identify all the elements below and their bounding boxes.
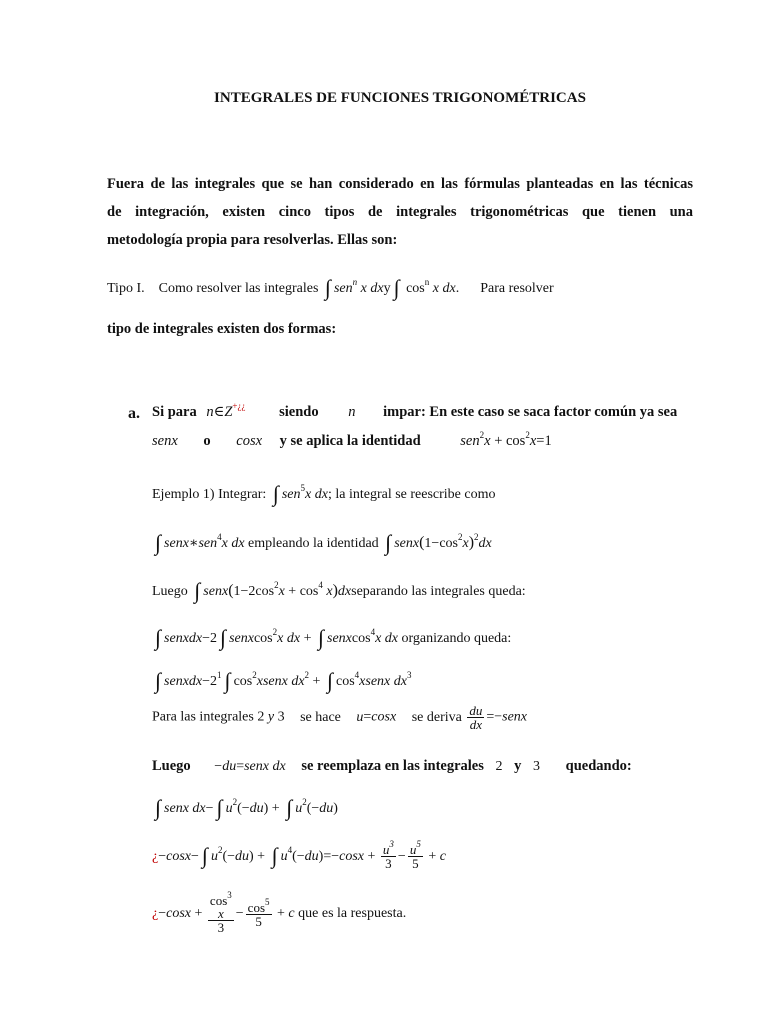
- tipo1-text: Como resolver las integrales: [158, 281, 319, 296]
- siendo: siendo: [279, 404, 319, 420]
- intro-line-1: Fuera de las integrales que se han considerado en las fórmulas planteadas en las técnicas: [107, 176, 693, 192]
- o: o: [203, 433, 211, 449]
- respuesta: que es la respuesta.: [298, 906, 407, 922]
- se-hace: se hace: [300, 709, 341, 725]
- ejemplo-line: Ejemplo 1) Integrar: ∫ sen$^5$x dx; la integral se reescribe como: [152, 481, 496, 506]
- si-para: Si para: [152, 404, 197, 420]
- eq-line-3: ∫ senxdx−2 ∫ senxcos$^2$x dx + ∫ senxcos$^4$x dx organizando queda:: [155, 625, 512, 650]
- item-a-line-1: Si para n∈Z+¿¿ siendo n impar: En este caso se saca factor común ya sea: [152, 401, 678, 420]
- reescribe: ; la integral se reescribe como: [327, 487, 496, 502]
- tipo1-para: Para resolver: [480, 281, 554, 296]
- eq-line-4: ∫ $senxdx-2^1$ ∫ $\cos^2xsenx$ $dx^2$ + ∫ $\cos^4xsenx$ $dx^3$: [155, 668, 412, 693]
- luego-b: Luego: [152, 758, 191, 774]
- luego: Luego: [152, 584, 188, 599]
- eq-line-2: Luego ∫ $senx(1-2\cos^2x + \cos^4$ x)dxseparando las integrales queda:: [152, 578, 526, 603]
- integral-symbol: ∫: [324, 275, 331, 300]
- tipo1-line: Tipo I. Como resolver las integrales ∫ sen$^n$ x dxy ∫ $\cos^n x$ dx. Para resolver: [107, 275, 554, 300]
- quedando: quedando:: [565, 758, 632, 774]
- eq-line-8: ¿−cosx− ∫ $u^2(-du)$ + ∫ $u^4(-du)=-\cos x$ + $\frac{u^3}{3}$ − $\frac{u^5}{5}$ + c: [152, 839, 446, 872]
- para-las: Para las integrales: [152, 709, 254, 725]
- se-deriva: se deriva: [411, 709, 462, 725]
- intro-line-2: de integración, existen cinco tipos de integrales trigonométricas que tienen una: [107, 204, 693, 220]
- identidad: $sen^2x + \cos^2x=1$: [460, 430, 552, 449]
- eq-line-6: Luego −du=senx dx se reemplaza en las integrales 2 y 3 quedando:: [152, 758, 632, 774]
- impar-text: impar: En este caso se saca factor común ya sea: [383, 404, 678, 420]
- tipo1-y: y: [383, 281, 391, 296]
- integrar: Integrar:: [218, 487, 267, 502]
- item-a-line-2: [152, 430, 552, 450]
- tipo1-line-2: tipo de integrales existen dos formas:: [107, 321, 337, 337]
- ejemplo-label: Ejemplo 1): [152, 487, 215, 502]
- reemplaza: se reemplaza en las integrales: [301, 758, 484, 774]
- eq-line-1: ∫ senx∗sen$^4$x dx empleando la identidad ∫ $senx(1-\cos^2x)^2dx$: [155, 530, 492, 555]
- cosx: cosx: [236, 433, 263, 449]
- senx: senx: [152, 433, 178, 449]
- intro-line-3: metodología propia para resolverlas. Ellas son:: [107, 232, 398, 248]
- item-a-marker: a.: [128, 405, 140, 422]
- eq-line-5: Para las integrales 2 y 3 se hace u=cosx se deriva $\frac{du}{dx}$ =−senx: [152, 703, 528, 732]
- y-label: y: [514, 758, 522, 774]
- tipo1-label: Tipo I.: [107, 281, 145, 296]
- document-title: INTEGRALES DE FUNCIONES TRIGONOMÉTRICAS: [214, 90, 586, 106]
- organizando: organizando queda:: [401, 631, 512, 646]
- empleando: empleando la identidad: [248, 536, 379, 551]
- aplica: y se aplica la identidad: [279, 433, 421, 449]
- separando: separando las integrales queda:: [351, 584, 526, 599]
- eq-line-7: ∫ senx dx− ∫ $u^2(-du)$ + ∫ $u^2(-du)$: [155, 795, 338, 820]
- eq-line-9: ¿−cosx + $\cos^3$ x 3 − $\frac{\cos^5}{5}$ + c que es la respuesta.: [152, 890, 407, 935]
